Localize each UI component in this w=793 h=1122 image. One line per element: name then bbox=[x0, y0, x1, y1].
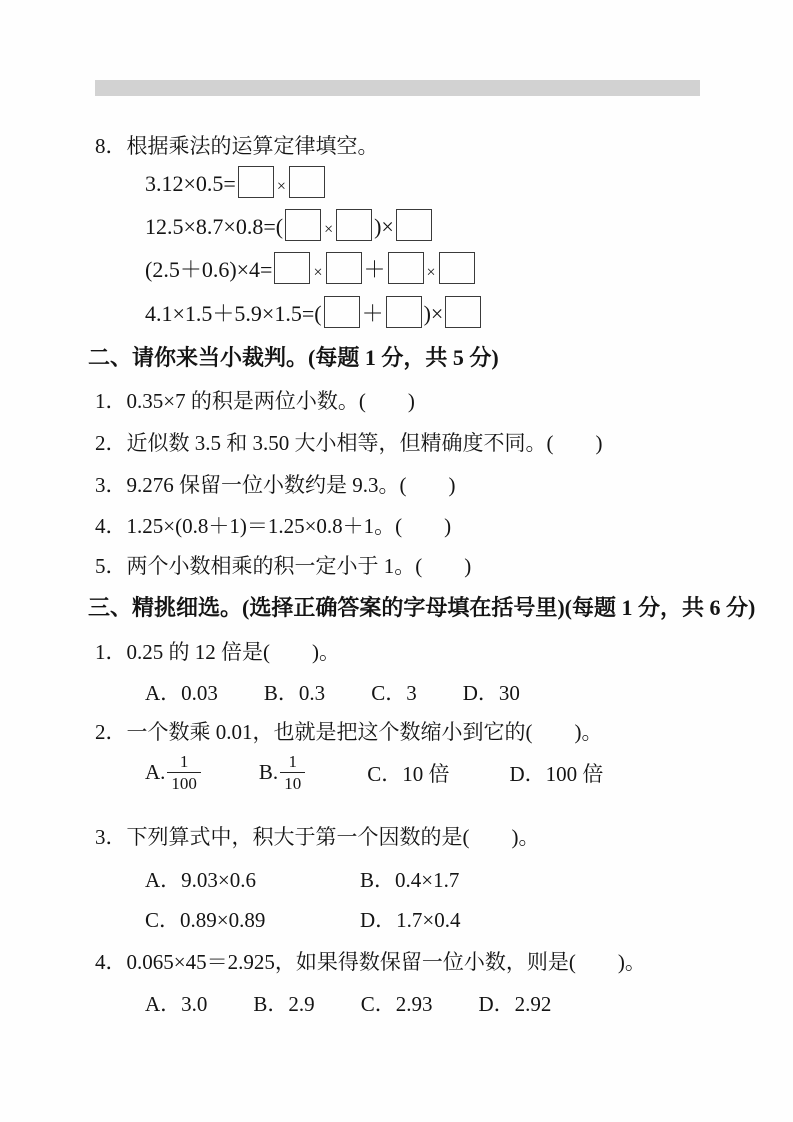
answer-box bbox=[324, 296, 360, 328]
choice-1-options bbox=[145, 677, 520, 707]
option-d: D．100 倍 bbox=[509, 761, 604, 786]
scan-artifact-bar bbox=[95, 80, 700, 96]
choice-item-4: 4．0.065×45＝2.925，如果得数保留一位小数，则是( )。 bbox=[95, 950, 646, 974]
choice-item-2: 2．一个数乘 0.01，也就是把这个数缩小到它的( )。 bbox=[95, 720, 603, 744]
answer-box bbox=[285, 209, 321, 241]
equation-text: 12.5×8.7×0.8=( bbox=[145, 214, 284, 239]
option-a: A．0.03 bbox=[145, 681, 218, 705]
choice-3-options-row-2 bbox=[145, 904, 461, 934]
option-c: C．2.93 bbox=[360, 992, 433, 1016]
judge-item-2: 2．近似数 3.5 和 3.50 大小相等，但精确度不同。( ) bbox=[95, 431, 603, 455]
equation-text: (2.5＋0.6)×4= bbox=[145, 257, 273, 282]
option-b: B．0.4×1.7 bbox=[360, 868, 460, 892]
equation-text: 4.1×1.5＋5.9×1.5=( bbox=[145, 301, 322, 326]
choice-2-options bbox=[145, 752, 603, 793]
section-2-heading: 二、请你来当小裁判。(每题 1 分，共 5 分) bbox=[88, 345, 499, 370]
answer-box bbox=[445, 296, 481, 328]
option-a-fraction bbox=[145, 752, 201, 793]
answer-box bbox=[326, 252, 362, 284]
choice-4-options bbox=[145, 988, 551, 1018]
choice-item-1: 1．0.25 的 12 倍是( )。 bbox=[95, 640, 340, 664]
question-8-title: 8．根据乘法的运算定律填空。 bbox=[95, 134, 379, 158]
option-c: C．0.89×0.89 bbox=[145, 908, 266, 932]
fraction-denominator: 100 bbox=[167, 772, 201, 794]
equation-row-1 bbox=[145, 166, 327, 198]
answer-box bbox=[388, 252, 424, 284]
multiply-operator: × bbox=[426, 264, 436, 281]
equation-text: 3.12×0.5= bbox=[145, 171, 236, 196]
plus-operator: ＋ bbox=[361, 301, 384, 326]
option-b: B．0.3 bbox=[263, 681, 326, 705]
fraction-denominator: 10 bbox=[280, 772, 305, 794]
answer-box bbox=[396, 209, 432, 241]
option-c: C．10 倍 bbox=[367, 761, 450, 786]
option-label: A. bbox=[145, 760, 166, 785]
answer-box bbox=[386, 296, 422, 328]
multiply-operator: × bbox=[313, 264, 323, 281]
choice-item-3: 3．下列算式中，积大于第一个因数的是( )。 bbox=[95, 825, 540, 849]
option-label: B. bbox=[258, 760, 279, 785]
option-a: A．3.0 bbox=[145, 992, 208, 1016]
option-c: C．3 bbox=[371, 681, 417, 705]
judge-item-1: 1．0.35×7 的积是两位小数。( ) bbox=[95, 389, 415, 413]
choice-3-options-row-1 bbox=[145, 864, 459, 894]
equation-text: )× bbox=[423, 301, 444, 326]
option-d: D．30 bbox=[462, 681, 520, 705]
option-b-fraction bbox=[259, 752, 305, 793]
judge-item-3: 3．9.276 保留一位小数约是 9.3。( ) bbox=[95, 473, 456, 497]
equation-row-3 bbox=[145, 252, 477, 284]
judge-item-5: 5．两个小数相乘的积一定小于 1。( ) bbox=[95, 554, 472, 578]
fraction bbox=[167, 752, 201, 793]
answer-box bbox=[289, 166, 325, 198]
equation-row-4 bbox=[145, 296, 483, 328]
fraction-numerator: 1 bbox=[288, 752, 297, 771]
multiply-operator: × bbox=[276, 178, 286, 195]
fraction bbox=[280, 752, 305, 793]
plus-operator: ＋ bbox=[363, 257, 386, 282]
answer-box bbox=[439, 252, 475, 284]
equation-row-2 bbox=[145, 209, 434, 241]
fraction-numerator: 1 bbox=[179, 752, 189, 771]
option-b: B．2.9 bbox=[253, 992, 315, 1016]
answer-box bbox=[274, 252, 310, 284]
answer-box bbox=[238, 166, 274, 198]
answer-box bbox=[336, 209, 372, 241]
option-d: D．1.7×0.4 bbox=[360, 908, 461, 932]
option-d: D．2.92 bbox=[478, 992, 552, 1016]
equation-text: )× bbox=[374, 214, 394, 239]
judge-item-4: 4．1.25×(0.8＋1)＝1.25×0.8＋1。( ) bbox=[95, 514, 452, 538]
option-a: A．9.03×0.6 bbox=[145, 868, 257, 892]
section-3-heading: 三、精挑细选。(选择正确答案的字母填在括号里)(每题 1 分，共 6 分) bbox=[88, 595, 756, 620]
multiply-operator: × bbox=[324, 221, 334, 238]
